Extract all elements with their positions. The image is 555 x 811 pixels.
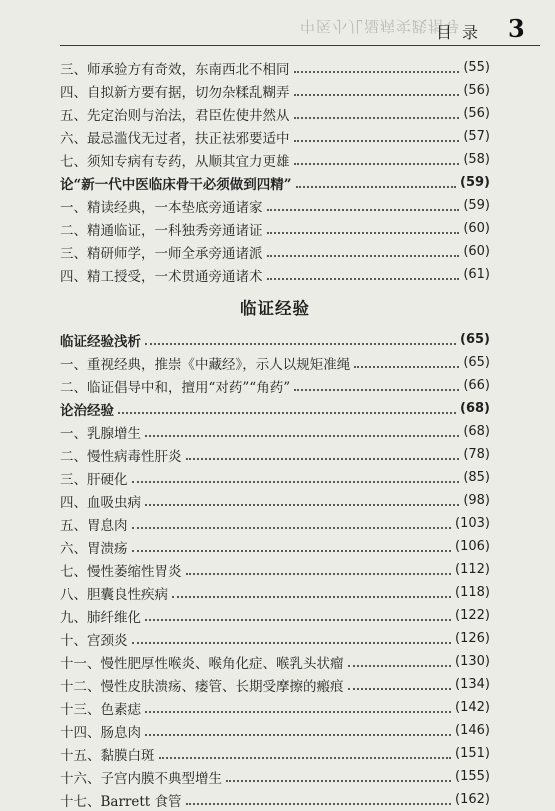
dot-leader	[145, 734, 451, 736]
toc-entry-row[interactable]	[60, 466, 490, 489]
toc-page-number: (60)	[463, 221, 490, 236]
toc-entry-label: 十七、Barrett 食管	[60, 793, 182, 810]
toc-page-number: (142)	[455, 700, 490, 715]
toc-entry-row[interactable]	[60, 650, 490, 673]
dot-leader	[145, 619, 451, 621]
toc-entry-row[interactable]	[60, 102, 490, 125]
toc-section-label: 论治经验	[60, 402, 114, 419]
toc-entry-label: 一、重视经典，推崇《中藏经》，示人以规矩准绳	[60, 356, 351, 373]
toc-entry-label: 十三、色素痣	[60, 701, 141, 718]
dot-leader	[159, 757, 452, 759]
toc-group-3	[60, 351, 490, 397]
toc-section-row[interactable]	[60, 397, 490, 420]
toc-entry-row[interactable]	[60, 535, 490, 558]
toc-entry-label: 七、慢性萎缩性胃炎	[60, 563, 182, 580]
toc-page-number: (85)	[463, 470, 490, 485]
dot-leader	[294, 140, 460, 142]
table-of-contents	[60, 56, 490, 811]
toc-entry-row[interactable]	[60, 240, 490, 263]
dot-leader	[354, 366, 459, 368]
toc-page-number: (98)	[463, 493, 490, 508]
toc-section-row[interactable]	[60, 328, 490, 351]
toc-entry-label: 十一、慢性肥厚性喉炎、喉角化症、喉乳头状瘤	[60, 655, 344, 672]
dot-leader	[132, 527, 452, 529]
toc-entry-row[interactable]	[60, 512, 490, 535]
dot-leader	[226, 780, 451, 782]
dot-leader	[348, 688, 452, 690]
toc-entry-label: 六、胃溃疡	[60, 540, 128, 557]
toc-entry-row[interactable]	[60, 673, 490, 696]
toc-entry-row[interactable]	[60, 604, 490, 627]
dot-leader	[294, 163, 460, 165]
dot-leader	[267, 255, 460, 257]
dot-leader	[172, 596, 451, 598]
dot-leader	[132, 481, 460, 483]
toc-page-number: (162)	[455, 792, 490, 807]
toc-entry-row[interactable]	[60, 125, 490, 148]
header-title: 目录	[436, 23, 489, 42]
toc-entry-label: 九、肺纤维化	[60, 609, 141, 626]
toc-entry-row[interactable]	[60, 374, 490, 397]
toc-group-4	[60, 420, 490, 811]
toc-entry-row[interactable]	[60, 581, 490, 604]
toc-page-number: (118)	[455, 585, 490, 600]
dot-leader	[132, 642, 452, 644]
toc-entry-label: 六、最忌滥伐无过者，扶正祛邪要适中	[60, 130, 290, 147]
toc-page-number: (103)	[455, 516, 490, 531]
toc-page-number: (106)	[455, 539, 490, 554]
toc-entry-row[interactable]	[60, 217, 490, 240]
toc-page-number: (151)	[455, 746, 490, 761]
header-page-number: 3	[508, 14, 525, 43]
toc-entry-row[interactable]	[60, 79, 490, 102]
dot-leader	[267, 232, 460, 234]
toc-page-number: (57)	[463, 129, 490, 144]
toc-entry-label: 一、乳腺增生	[60, 425, 141, 442]
toc-entry-label: 二、精通临证，一科独秀旁通诸证	[60, 222, 263, 239]
toc-page-number: (68)	[460, 401, 490, 416]
toc-entry-label: 八、胆囊良性疾病	[60, 586, 168, 603]
toc-entry-label: 二、慢性病毒性肝炎	[60, 448, 182, 465]
toc-entry-label: 七、须知专病有专药，从顺其宜力更雄	[60, 153, 290, 170]
toc-entry-row[interactable]	[60, 627, 490, 650]
dot-leader	[294, 389, 459, 391]
toc-entry-label: 五、胃息肉	[60, 517, 128, 534]
toc-page-number: (56)	[463, 106, 490, 121]
dot-leader	[186, 458, 460, 460]
dot-leader	[267, 278, 460, 280]
toc-page-number: (122)	[455, 608, 490, 623]
toc-entry-row[interactable]	[60, 351, 490, 374]
toc-entry-row[interactable]	[60, 148, 490, 171]
toc-entry-row[interactable]	[60, 765, 490, 788]
dot-leader	[145, 435, 459, 437]
part-heading: 临证经验	[240, 299, 310, 318]
toc-entry-label: 四、精工授受，一术贯通旁通诸术	[60, 268, 263, 285]
toc-page-number: (112)	[455, 562, 490, 577]
toc-entry-row[interactable]	[60, 742, 490, 765]
toc-page-number: (58)	[463, 152, 490, 167]
toc-entry-label: 三、师承验方有奇效，东南西北不相同	[60, 61, 290, 78]
toc-page-number: (65)	[460, 332, 490, 347]
dot-leader	[186, 573, 452, 575]
dot-leader	[118, 412, 456, 414]
toc-entry-label: 十五、黏膜白斑	[60, 747, 155, 764]
toc-entry-label: 四、血吸虫病	[60, 494, 141, 511]
dot-leader	[132, 550, 452, 552]
toc-entry-row[interactable]	[60, 263, 490, 286]
toc-entry-row[interactable]	[60, 719, 490, 742]
toc-group-1	[60, 56, 490, 171]
dot-leader	[294, 117, 460, 119]
dot-leader	[145, 711, 451, 713]
toc-entry-label: 三、肝硬化	[60, 471, 128, 488]
toc-page-number: (59)	[460, 175, 490, 190]
dot-leader	[296, 186, 456, 188]
toc-entry-row[interactable]	[60, 696, 490, 719]
toc-page-number: (55)	[463, 60, 490, 75]
toc-entry-row[interactable]	[60, 443, 490, 466]
dot-leader	[145, 343, 456, 345]
toc-page-number: (134)	[455, 677, 490, 692]
dot-leader	[186, 803, 452, 805]
toc-page-number: (60)	[463, 244, 490, 259]
toc-entry-label: 十六、子宫内膜不典型增生	[60, 770, 222, 787]
toc-entry-row[interactable]	[60, 489, 490, 512]
bleed-through-text: 中医小儿湿病实践指导	[300, 17, 461, 35]
toc-entry-label: 四、自拟新方要有据，切勿杂糅乱糊弄	[60, 84, 290, 101]
toc-entry-label: 十、宫颈炎	[60, 632, 128, 649]
toc-entry-row[interactable]	[60, 194, 490, 217]
toc-entry-label: 十四、肠息肉	[60, 724, 141, 741]
toc-entry-label: 二、临证倡导中和，擅用“对药”“角药”	[60, 379, 291, 396]
toc-page-number: (155)	[455, 769, 490, 784]
toc-page-number: (61)	[463, 267, 490, 282]
toc-entry-label: 三、精研师学，一师全承旁通诸派	[60, 245, 263, 262]
toc-page-number: (65)	[463, 355, 490, 370]
toc-entry-label: 五、先定治则与治法，君臣佐使井然从	[60, 107, 290, 124]
toc-section-label: 临证经验浅析	[60, 333, 141, 350]
page-header	[0, 0, 555, 46]
toc-page-number: (56)	[463, 83, 490, 98]
toc-page-number: (66)	[463, 378, 490, 393]
toc-page-number: (146)	[455, 723, 490, 738]
dot-leader	[294, 94, 460, 96]
toc-entry-label: 十二、慢性皮肤溃疡、瘘管、长期受摩擦的瘢痕	[60, 678, 344, 695]
toc-section-label: 论“新一代中医临床骨干必须做到四精”	[60, 176, 292, 193]
toc-entry-row[interactable]	[60, 420, 490, 443]
dot-leader	[145, 504, 459, 506]
toc-entry-label: 一、精读经典，一本垫底旁通诸家	[60, 199, 263, 216]
toc-entry-row[interactable]	[60, 56, 490, 79]
dot-leader	[267, 209, 460, 211]
toc-section-row[interactable]	[60, 171, 490, 194]
toc-group-2	[60, 194, 490, 286]
toc-page-number: (68)	[463, 424, 490, 439]
header-rule	[60, 45, 540, 46]
dot-leader	[294, 71, 460, 73]
toc-page-number: (78)	[463, 447, 490, 462]
toc-page-number: (59)	[463, 198, 490, 213]
toc-page-number: (130)	[455, 654, 490, 669]
dot-leader	[348, 665, 452, 667]
toc-entry-row[interactable]	[60, 558, 490, 581]
toc-page-number: (126)	[455, 631, 490, 646]
